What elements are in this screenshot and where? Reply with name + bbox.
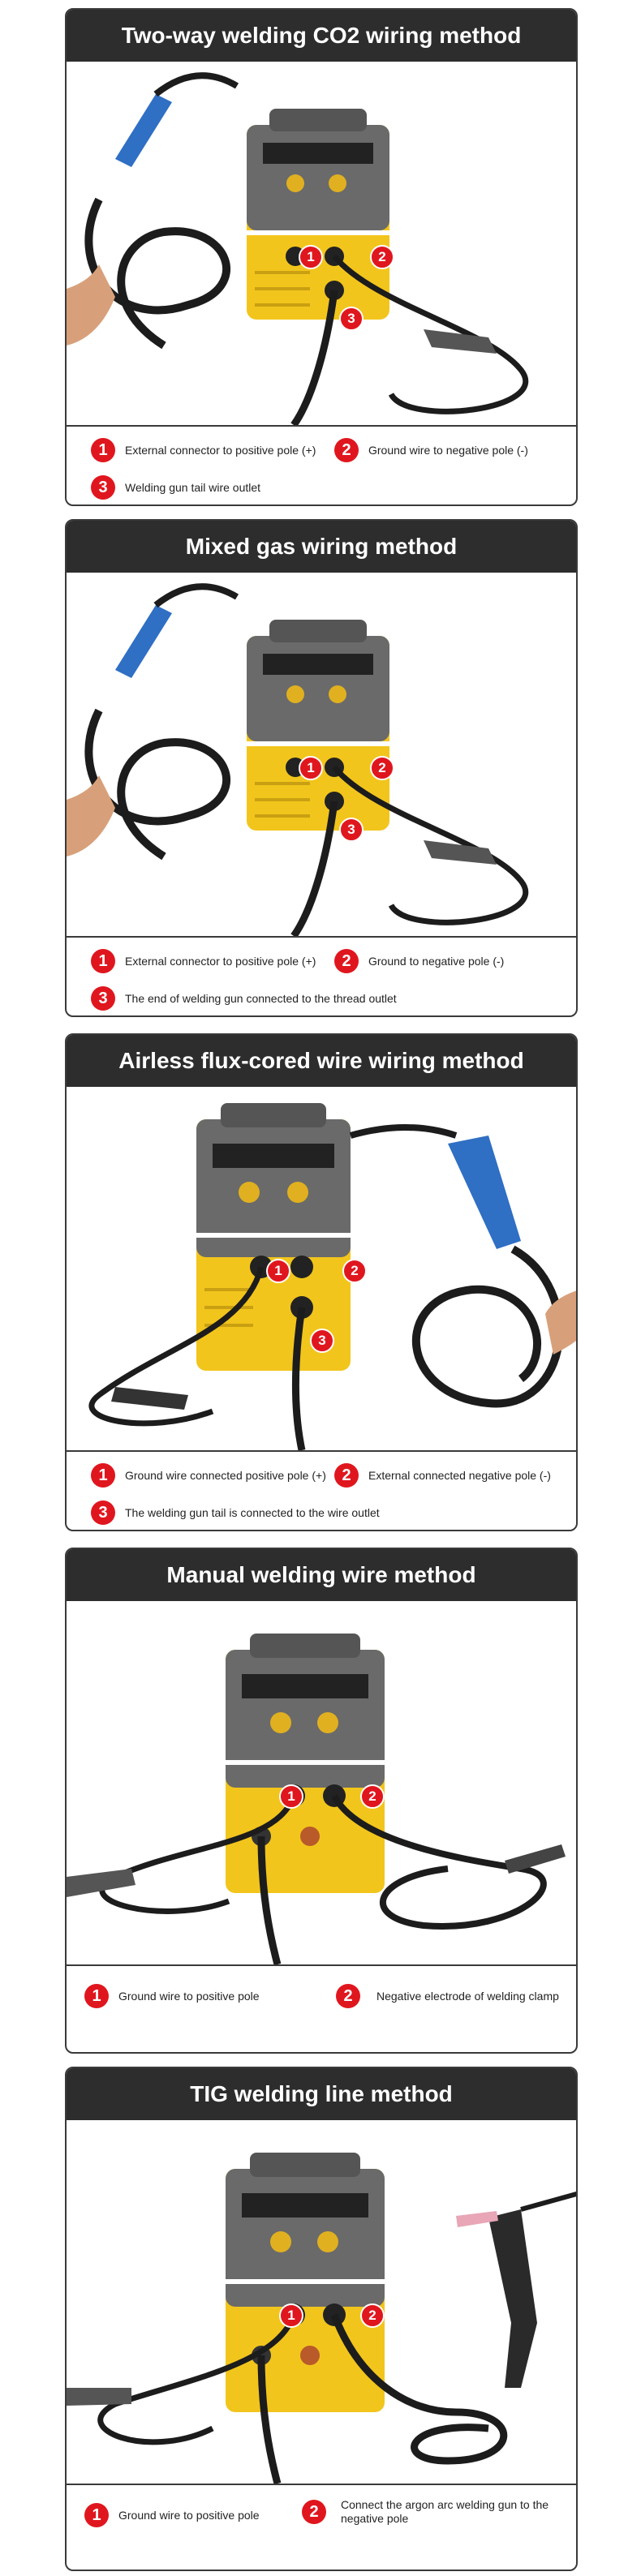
marker-2: 2 — [370, 245, 394, 269]
panel-mixed-gas — [65, 519, 578, 1017]
welder-illustration — [67, 1601, 576, 1964]
badge-number: 3 — [91, 986, 115, 1011]
legend-item-2 — [334, 438, 528, 462]
legend-text: External connector to positive pole (+) — [125, 954, 316, 968]
badge-number: 1 — [91, 438, 115, 462]
panel-title: Airless flux-cored wire wiring method — [67, 1035, 576, 1087]
marker-1: 1 — [299, 245, 323, 269]
marker-3: 3 — [310, 1329, 334, 1353]
product-photo — [67, 62, 576, 427]
welder-illustration — [67, 62, 576, 425]
legend-item-1 — [91, 438, 316, 462]
badge-number: 1 — [91, 949, 115, 973]
welder-illustration — [67, 2120, 576, 2484]
welder-illustration — [67, 573, 576, 936]
legend — [67, 2485, 576, 2525]
legend-text: Ground wire to positive pole — [118, 1989, 260, 2003]
badge-number: 3 — [91, 1501, 115, 1525]
badge-number: 2 — [334, 949, 359, 973]
legend — [67, 427, 576, 496]
product-photo — [67, 573, 576, 938]
marker-3: 3 — [339, 818, 364, 842]
legend — [67, 938, 576, 1007]
legend-text: Welding gun tail wire outlet — [125, 480, 261, 494]
marker-1: 1 — [266, 1259, 290, 1283]
badge-number: 2 — [334, 1463, 359, 1488]
badge-number: 2 — [334, 438, 359, 462]
legend-text: Ground wire to positive pole — [118, 2508, 260, 2522]
panel-manual-welding — [65, 1548, 578, 2054]
legend-item-1 — [91, 1463, 326, 1488]
legend-text: Ground wire connected positive pole (+) — [125, 1468, 326, 1482]
badge-number: 1 — [84, 1984, 109, 2008]
legend-text: Ground to negative pole (-) — [368, 954, 505, 968]
panel-title: Mixed gas wiring method — [67, 521, 576, 573]
legend-item-2 — [334, 1463, 551, 1488]
marker-1: 1 — [279, 1784, 303, 1809]
legend-text: Negative electrode of welding clamp — [376, 1989, 559, 2003]
panel-tig-welding — [65, 2067, 578, 2571]
badge-number: 1 — [91, 1463, 115, 1488]
panel-flux-cored — [65, 1033, 578, 1531]
badge-number: 3 — [91, 475, 115, 500]
marker-2: 2 — [342, 1259, 367, 1283]
legend — [67, 1966, 576, 2005]
marker-2: 2 — [370, 756, 394, 780]
marker-1: 1 — [279, 2303, 303, 2328]
legend-text: Ground wire to negative pole (-) — [368, 443, 528, 457]
panel-title: Two-way welding CO2 wiring method — [67, 10, 576, 62]
legend-item-1 — [91, 949, 316, 973]
panel-title: Manual welding wire method — [67, 1549, 576, 1601]
legend — [67, 1452, 576, 1522]
panel-title: TIG welding line method — [67, 2068, 576, 2120]
marker-2: 2 — [360, 2303, 385, 2328]
panel-co2 — [65, 8, 578, 506]
legend-item-2 — [334, 949, 504, 973]
legend-item-1 — [84, 2503, 260, 2527]
marker-1: 1 — [299, 756, 323, 780]
legend-text: The end of welding gun connected to the thread outlet — [125, 991, 397, 1005]
marker-2: 2 — [360, 1784, 385, 1809]
product-photo — [67, 1601, 576, 1966]
legend-item-1 — [84, 1984, 260, 2008]
legend-item-3 — [91, 1501, 380, 1525]
legend-text: External connected negative pole (-) — [368, 1468, 551, 1482]
product-photo — [67, 2120, 576, 2485]
legend-item-3 — [91, 475, 260, 500]
legend-item-2 — [336, 1984, 559, 2008]
product-photo — [67, 1087, 576, 1452]
welder-illustration — [67, 1087, 576, 1450]
badge-number: 1 — [84, 2503, 109, 2527]
legend-item-2 — [302, 2498, 560, 2526]
legend-text: External connector to positive pole (+) — [125, 443, 316, 457]
legend-text: Connect the argon arc welding gun to the negative pole — [341, 2498, 549, 2525]
legend-text: The welding gun tail is connected to the wire outlet — [125, 1505, 380, 1519]
legend-item-3 — [91, 986, 397, 1011]
badge-number: 2 — [302, 2500, 326, 2524]
badge-number: 2 — [336, 1984, 360, 2008]
marker-3: 3 — [339, 307, 364, 331]
